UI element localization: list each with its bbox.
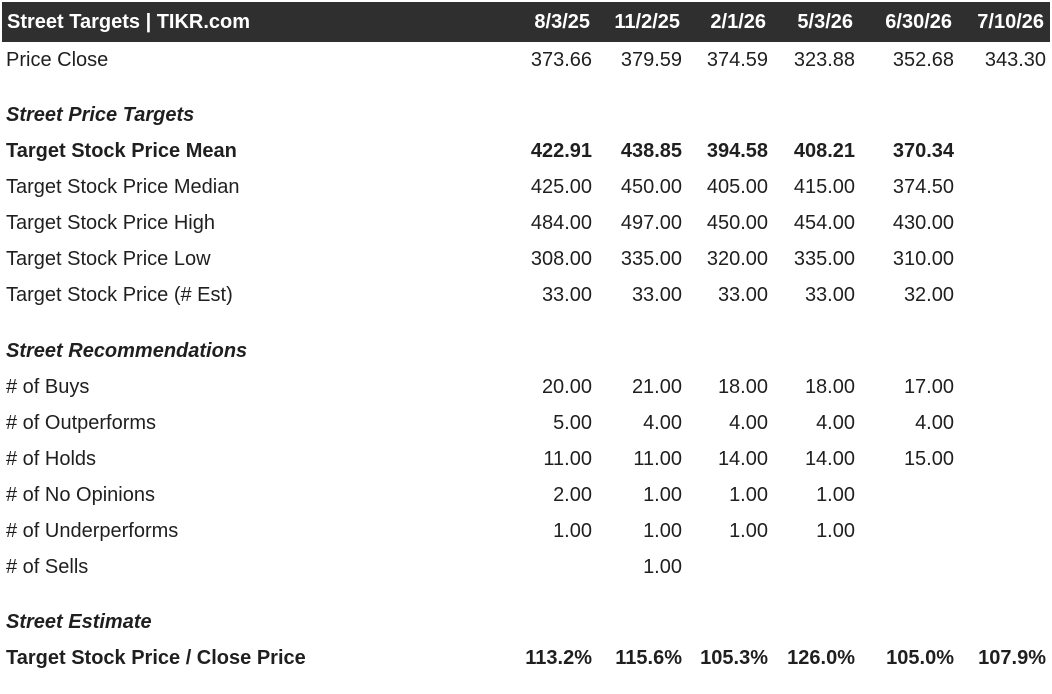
section-heading-price-targets [0, 97, 1052, 133]
column-header[interactable]: 7/10/26 [977, 11, 1044, 33]
column-header[interactable]: 6/30/26 [885, 11, 952, 33]
cell-value: 33.00 [541, 284, 592, 306]
cell-value: 107.9% [978, 647, 1046, 669]
cell-value: 343.30 [984, 49, 1046, 71]
row-label: # of Buys [6, 376, 90, 398]
section-heading-recommendations [0, 333, 1052, 369]
table-row-price-close [0, 42, 1052, 78]
table-row-sells [0, 549, 1052, 585]
cell-value: 115.6% [615, 647, 682, 669]
cell-value: 438.85 [620, 140, 682, 162]
cell-value: 425.00 [530, 176, 592, 198]
cell-value: 14.00 [804, 448, 855, 470]
cell-value: 33.00 [631, 284, 682, 306]
cell-value: 32.00 [903, 284, 954, 306]
cell-value: 18.00 [717, 376, 768, 398]
table-row-target-mean [0, 133, 1052, 169]
cell-value: 379.59 [620, 49, 682, 71]
cell-value: 20.00 [541, 376, 592, 398]
table-row-holds [0, 441, 1052, 477]
row-label: # of No Opinions [6, 484, 155, 506]
table-row-target-high [0, 205, 1052, 241]
cell-value: 370.34 [892, 140, 954, 162]
cell-value: 408.21 [793, 140, 855, 162]
row-label: Price Close [6, 49, 109, 71]
cell-value: 415.00 [793, 176, 855, 198]
cell-value: 105.3% [700, 647, 768, 669]
cell-value: 14.00 [717, 448, 768, 470]
cell-value: 450.00 [620, 176, 682, 198]
cell-value: 394.58 [706, 140, 768, 162]
cell-value: 5.00 [553, 412, 592, 434]
cell-value: 1.00 [816, 520, 855, 542]
cell-value: 497.00 [620, 212, 682, 234]
cell-value: 17.00 [903, 376, 954, 398]
table-title: Street Targets | TIKR.com [7, 11, 251, 33]
cell-value: 126.0% [787, 647, 855, 669]
table-header [2, 2, 1050, 42]
cell-value: 1.00 [553, 520, 592, 542]
cell-value: 113.2% [525, 647, 592, 669]
column-header[interactable]: 5/3/26 [797, 11, 853, 33]
cell-value: 430.00 [892, 212, 954, 234]
cell-value: 2.00 [553, 484, 592, 506]
row-label: Target Stock Price Median [6, 176, 240, 198]
section-title: Street Recommendations [6, 340, 248, 362]
cell-value: 15.00 [903, 448, 954, 470]
table-row-outperforms [0, 405, 1052, 441]
cell-value: 4.00 [729, 412, 768, 434]
column-header[interactable]: 8/3/25 [534, 11, 590, 33]
table-row-no-opinions [0, 477, 1052, 513]
table-row-target-est-count [0, 277, 1052, 313]
cell-value: 33.00 [717, 284, 768, 306]
row-label: # of Sells [6, 556, 89, 578]
row-label: Target Stock Price Low [6, 248, 211, 270]
section-heading-estimate [0, 604, 1052, 640]
row-label: Target Stock Price (# Est) [6, 284, 233, 306]
cell-value: 405.00 [706, 176, 768, 198]
table-row-buys [0, 369, 1052, 405]
row-label: # of Underperforms [6, 520, 179, 542]
cell-value: 21.00 [631, 376, 682, 398]
row-label: # of Holds [6, 448, 97, 470]
cell-value: 335.00 [620, 248, 682, 270]
cell-value: 374.59 [706, 49, 768, 71]
table-row-target-low [0, 241, 1052, 277]
table-row-target-median [0, 169, 1052, 205]
column-header[interactable]: 11/2/25 [614, 11, 680, 33]
cell-value: 484.00 [530, 212, 592, 234]
cell-value: 373.66 [530, 49, 592, 71]
cell-value: 323.88 [793, 49, 855, 71]
cell-value: 335.00 [793, 248, 855, 270]
cell-value: 4.00 [643, 412, 682, 434]
cell-value: 1.00 [643, 484, 682, 506]
cell-value: 4.00 [816, 412, 855, 434]
table-row-underperforms [0, 513, 1052, 549]
cell-value: 4.00 [915, 412, 954, 434]
cell-value: 1.00 [816, 484, 855, 506]
cell-value: 1.00 [643, 556, 682, 578]
section-title: Street Estimate [6, 611, 152, 633]
row-label: Target Stock Price / Close Price [6, 647, 306, 669]
cell-value: 374.50 [892, 176, 954, 198]
cell-value: 18.00 [804, 376, 855, 398]
cell-value: 11.00 [633, 448, 682, 470]
cell-value: 320.00 [706, 248, 768, 270]
cell-value: 454.00 [793, 212, 855, 234]
column-header[interactable]: 2/1/26 [710, 11, 766, 33]
cell-value: 310.00 [892, 248, 954, 270]
row-label: Target Stock Price Mean [6, 140, 237, 162]
cell-value: 1.00 [729, 520, 768, 542]
section-title: Street Price Targets [6, 104, 195, 126]
cell-value: 422.91 [530, 140, 592, 162]
row-label: Target Stock Price High [6, 212, 215, 234]
cell-value: 33.00 [804, 284, 855, 306]
cell-value: 105.0% [886, 647, 954, 669]
cell-value: 450.00 [706, 212, 768, 234]
cell-value: 1.00 [643, 520, 682, 542]
cell-value: 308.00 [530, 248, 592, 270]
cell-value: 352.68 [892, 49, 954, 71]
cell-value: 11.00 [543, 448, 592, 470]
table-row-target-close-ratio [0, 640, 1052, 676]
cell-value: 1.00 [729, 484, 768, 506]
row-label: # of Outperforms [6, 412, 157, 434]
